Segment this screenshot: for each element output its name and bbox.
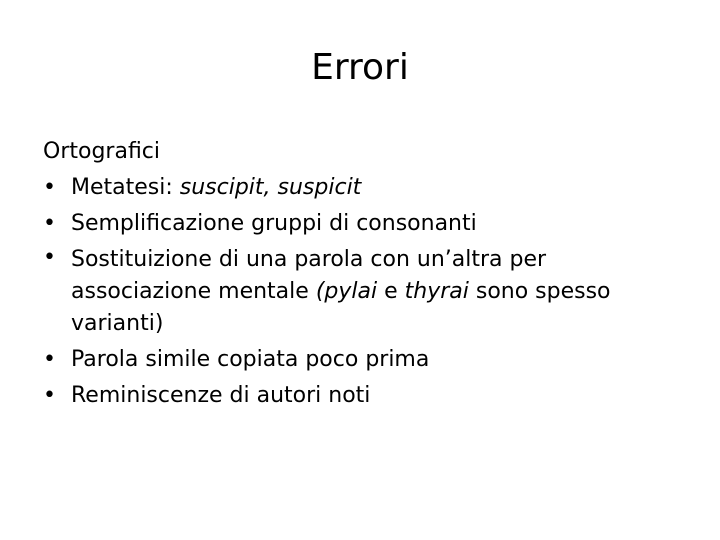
bullet-item	[43, 206, 683, 242]
bullet-item	[43, 242, 683, 342]
bullet-text-italic: suscipit, suspicit	[179, 175, 362, 200]
section-heading: Ortografici	[43, 139, 161, 164]
bullet-list	[43, 170, 683, 414]
bullet-icon: •	[43, 383, 56, 408]
bullet-text-normal: e	[377, 279, 405, 304]
bullet-item	[43, 170, 683, 206]
bullet-icon: •	[43, 347, 56, 372]
bullet-item	[43, 378, 683, 414]
slide-body	[43, 134, 683, 414]
bullet-text-italic: (pylai	[315, 279, 378, 304]
bullet-text-normal: Semplificazione gruppi di consonanti	[71, 211, 477, 236]
slide-title: Errori	[311, 47, 409, 88]
bullet-text-normal: Metatesi:	[71, 175, 180, 200]
bullet-text-normal: Sostituizione di una parola con un’altra per associazione mentale	[71, 247, 547, 304]
bullet-text-normal: sono spesso varianti)	[71, 279, 611, 336]
bullet-text-italic: thyrai	[404, 279, 469, 304]
bullet-text-normal: Reminiscenze di autori noti	[71, 383, 371, 408]
bullet-item	[43, 342, 683, 378]
bullet-text-normal: Parola simile copiata poco prima	[71, 347, 430, 372]
bullet-icon: •	[43, 175, 56, 200]
bullet-icon: •	[43, 211, 56, 236]
bullet-icon: •	[43, 245, 56, 270]
